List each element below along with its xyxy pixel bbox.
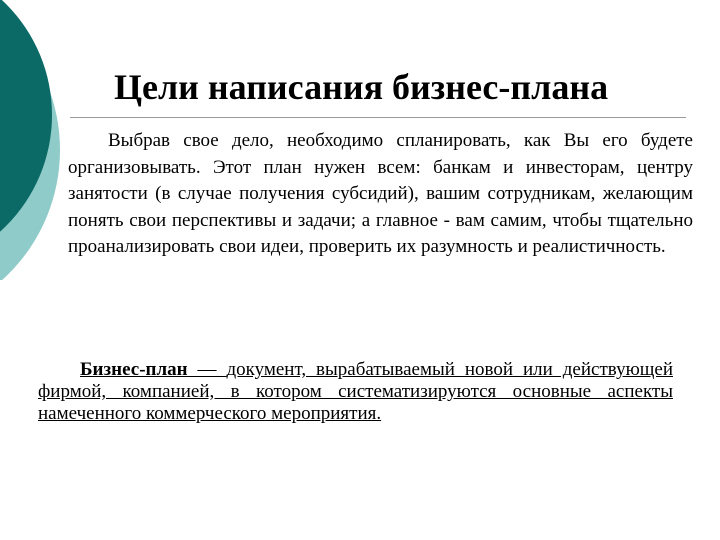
definition-text: документ, вырабатываемый новой или действующей фирмой, компанией, в котором систематизируются основные аспекты намеченного коммерческого мероприятия.	[38, 359, 674, 424]
definition-paragraph	[38, 359, 673, 425]
slide-title: Цели написания бизнес-плана	[114, 67, 609, 107]
title-divider	[70, 117, 686, 118]
body-paragraph: Выбрав свое дело, необходимо спланировать, как Вы его будете организовывать. Этот план нужен всем: банкам и инвесторам, центру занятости (в случае получения субсидий), вашим сотрудникам, желающим понять свои перспективы и задачи; а главное - вам самим, чтобы тщательно проанализировать свои идеи, проверить их разумность и реалистичность.	[68, 130, 693, 258]
definition-dash: —	[187, 359, 227, 380]
decorative-circles	[0, 0, 60, 280]
definition-term: Бизнес-план	[80, 359, 188, 380]
